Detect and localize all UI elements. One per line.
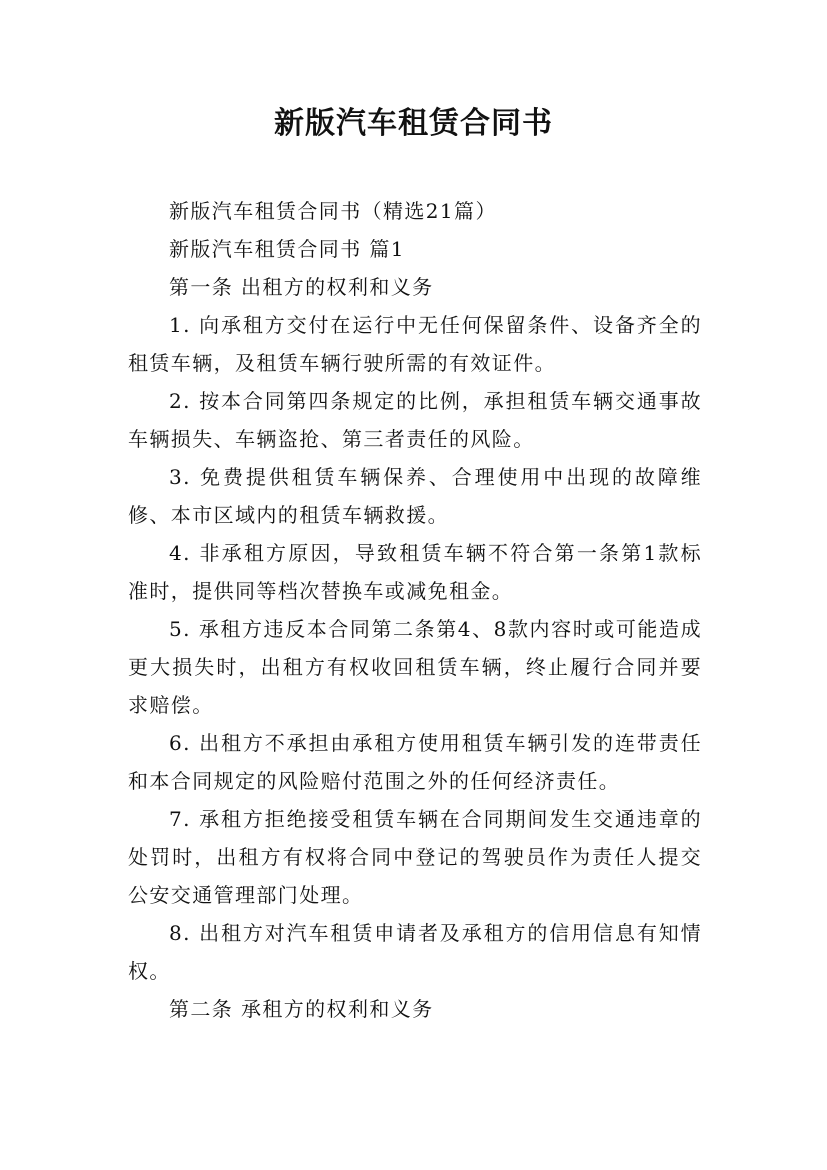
section-heading: 新版汽车租赁合同书 篇1 <box>169 237 405 261</box>
clause-paragraph: 7. 承租方拒绝接受租赁车辆在合同期间发生交通违章的处罚时，出租方有权将合同中登记的驾驶员作为责任人提交公安交通管理部门处理。 <box>128 807 702 907</box>
article-heading: 第一条 出租方的权利和义务 <box>169 275 434 299</box>
clause-paragraph: 5. 承租方违反本合同第二条第4、8款内容时或可能造成更大损失时，出租方有权收回租赁车辆，终止履行合同并要求赔偿。 <box>128 617 702 717</box>
clause-paragraph: 6. 出租方不承担由承租方使用租赁车辆引发的连带责任和本合同规定的风险赔付范围之外的任何经济责任。 <box>128 731 702 793</box>
article-heading: 第二条 承租方的权利和义务 <box>169 997 434 1021</box>
clause-paragraph: 1. 向承租方交付在运行中无任何保留条件、设备齐全的租赁车辆，及租赁车辆行驶所需的有效证件。 <box>128 313 702 375</box>
document-title: 新版汽车租赁合同书 <box>274 106 553 141</box>
clause-paragraph: 4. 非承租方原因，导致租赁车辆不符合第一条第1款标准时，提供同等档次替换车或减免租金。 <box>128 541 702 603</box>
document-body <box>128 192 702 1028</box>
subtitle-line: 新版汽车租赁合同书（精选21篇） <box>169 199 497 223</box>
clause-paragraph: 3. 免费提供租赁车辆保养、合理使用中出现的故障维修、本市区域内的租赁车辆救援。 <box>128 465 702 527</box>
clause-paragraph: 2. 按本合同第四条规定的比例，承担租赁车辆交通事故车辆损失、车辆盗抢、第三者责任的风险。 <box>128 389 702 451</box>
clause-paragraph: 8. 出租方对汽车租赁申请者及承租方的信用信息有知情权。 <box>128 921 702 983</box>
